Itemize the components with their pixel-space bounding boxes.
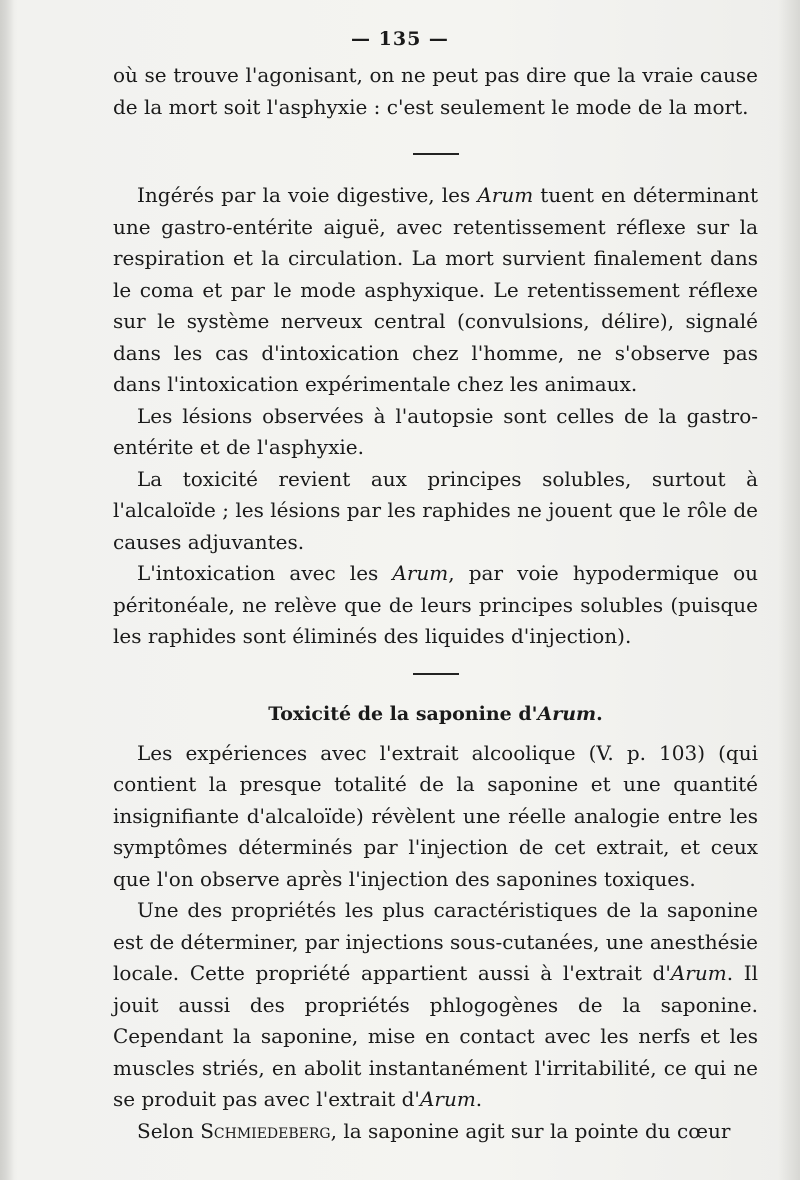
text-run: , la saponine agit sur la pointe du cœur — [330, 1118, 731, 1143]
text-run: Une des propriétés les plus caractéristiques de la saponine est de déterminer, par injections sous-cutanées, une anesthésie locale. Cette propriété appartient aussi à l'extrait d' — [113, 898, 758, 985]
text-run: , par voie hypodermique ou péritonéale, ne relève que de leurs principes solubles (puisque les raphides sont éliminés des liquides d'injection). — [113, 561, 759, 648]
text-run: tuent en déterminant une gastro-entérite aiguë, avec retentissement réflexe sur la respiration et la circulation. La mort survient finalement dans le coma et par le mode asphyxique. Le retentissement réflexe sur le système nerveux central (convulsions, délire), signalé dans les cas d'intoxication chez l'homme, ne s'observe pas dans l'intoxication expérimentale chez les animaux. — [113, 183, 758, 396]
text-run: Selon — [137, 1118, 201, 1143]
italic-genus: Arum — [670, 961, 727, 985]
paragraph-lesions: Les lésions observées à l'autopsie sont celles de la gastro-entérite et de l'asphyxie. — [113, 403, 758, 459]
paragraph-toxicity: La toxicité revient aux principes solubles, surtout à l'alcaloïde ; les lésions par les raphides ne jouent que le rôle de causes adjuvantes. — [113, 466, 758, 554]
binding-shadow — [0, 0, 14, 1180]
paragraph-ingestion — [113, 180, 758, 401]
page-edge — [778, 0, 800, 1180]
paragraph-properties — [113, 895, 758, 1116]
paragraph-hypodermic — [113, 558, 758, 653]
page-number: — 135 — — [351, 28, 449, 50]
italic-genus: Arum — [392, 561, 449, 585]
paragraph-continuation: où se trouve l'agonisant, on ne peut pas dire que la vraie cause de la mort soit l'asphyxie : c'est seulement le mode de la mort. — [113, 63, 758, 119]
paragraph-schmiedeberg — [113, 1116, 758, 1148]
paragraph-experiments: Les expériences avec l'extrait alcoolique (V. p. 103) (qui contient la presque totalité de la saponine et une quantité insignifiante d'alcaloïde) révèlent une réelle analogie entre les symptômes déterminés par l'injection de cet extrait, et ceux que l'on observe après l'injection des saponines toxiques. — [113, 740, 758, 891]
text-run: . Il jouit aussi des propriétés phlogogènes de la saponine. Cependant la saponine, mise en contact avec les nerfs et les muscles striés, en abolit instantanément l'irritabilité, ce qui ne se produit pas avec l'extrait d' — [113, 961, 759, 1111]
author-name: Schmiedeberg — [200, 1118, 331, 1143]
text-run: . — [475, 1087, 483, 1111]
text-run: Ingérés par la voie digestive, les — [137, 183, 478, 207]
heading-text: Toxicité de la saponine d' — [268, 702, 538, 725]
heading-end: . — [596, 702, 603, 725]
section-heading — [113, 700, 758, 728]
italic-genus: Arum — [419, 1087, 476, 1111]
italic-genus: Arum — [477, 183, 534, 207]
text-block — [113, 60, 758, 1147]
italic-genus: Arum — [537, 702, 597, 725]
text-run: L'intoxication avec les — [137, 561, 393, 585]
